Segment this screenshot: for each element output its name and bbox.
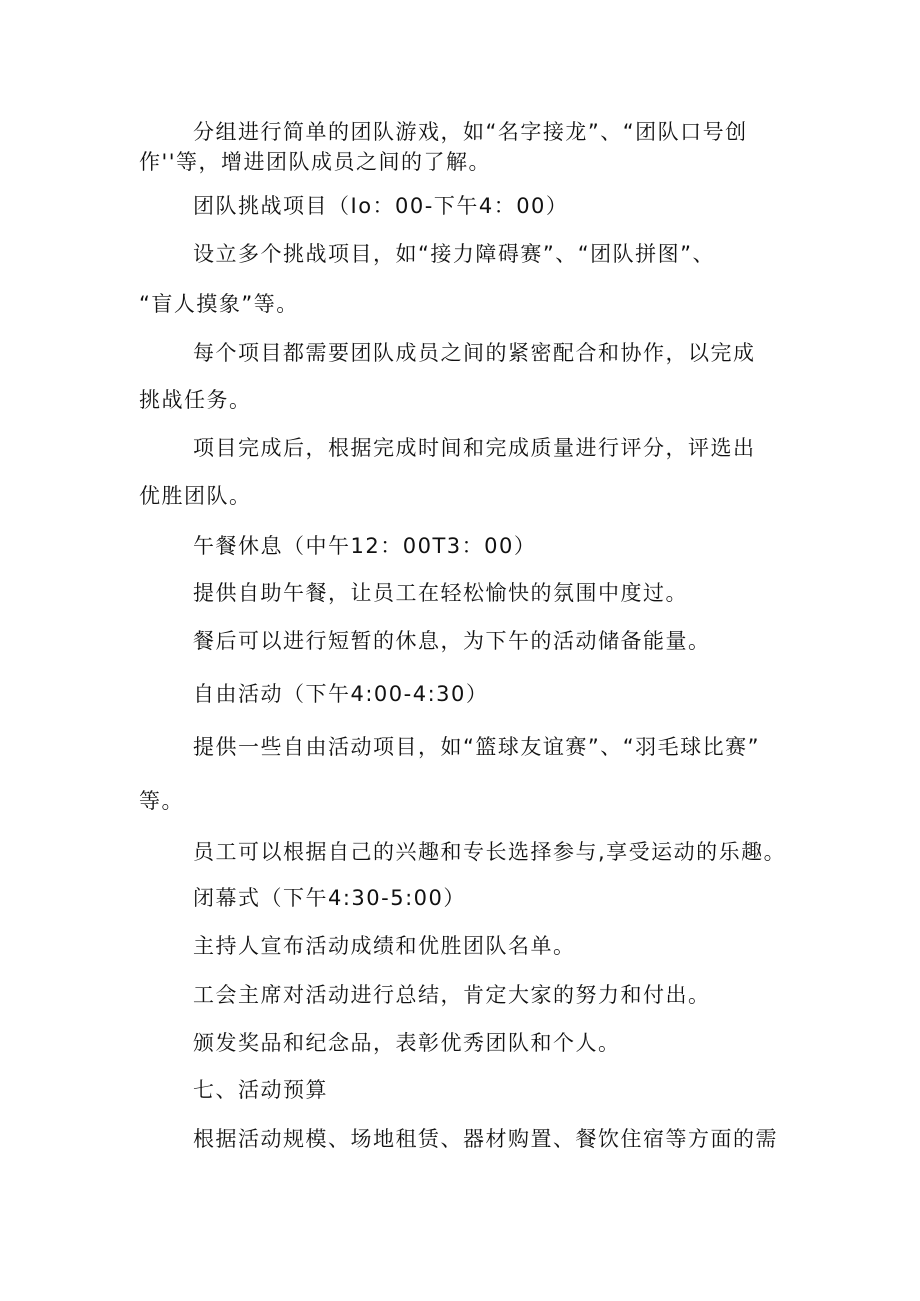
paragraph-line: 分组进行简单的团队游戏，如“名字接龙”、“团队口号创 [193,120,748,144]
section-heading: 自由活动（下午4:00-4:30） [193,682,489,706]
paragraph-line: 提供自助午餐，让员工在轻松愉快的氛围中度过。 [193,581,688,605]
paragraph-line: 主持人宣布活动成绩和优胜团队名单。 [193,934,576,958]
paragraph-line: 挑战任务。 [139,388,252,412]
section-heading: 午餐休息（中午12：00T3：00） [193,534,537,558]
paragraph-line: 作''等，增进团队成员之间的了解。 [139,150,492,174]
paragraph-line: 工会主席对活动进行总结，肯定大家的努力和付出。 [193,983,711,1007]
section-heading: 团队挑战项目（Io：00-下午4：00） [193,194,569,218]
paragraph-line: 优胜团队。 [139,484,252,508]
paragraph-line: 设立多个挑战项目，如“接力障碍赛”、“团队拼图”、 [193,242,716,266]
paragraph-line: 颁发奖品和纪念品，表彰优秀团队和个人。 [193,1031,621,1055]
paragraph-line: 每个项目都需要团队成员之间的紧密配合和协作，以完成 [193,341,756,365]
section-heading: 七、活动预算 [193,1078,328,1102]
paragraph-line: “盲人摸象”等。 [139,292,299,316]
paragraph-line: 根据活动规模、场地租赁、器材购置、餐饮住宿等方面的需 [193,1127,778,1151]
paragraph-line: 餐后可以进行短暂的休息，为下午的活动储备能量。 [193,629,711,653]
section-heading: 闭幕式（下午4:30-5:00） [193,886,466,910]
paragraph-line: 员工可以根据自己的兴趣和专长选择参与,享受运动的乐趣。 [193,840,787,864]
paragraph-line: 提供一些自由活动项目，如“篮球友谊赛”、“羽毛球比赛” [193,735,761,759]
paragraph-line: 项目完成后，根据完成时间和完成质量进行评分，评选出 [193,436,756,460]
paragraph-line: 等。 [139,789,184,813]
